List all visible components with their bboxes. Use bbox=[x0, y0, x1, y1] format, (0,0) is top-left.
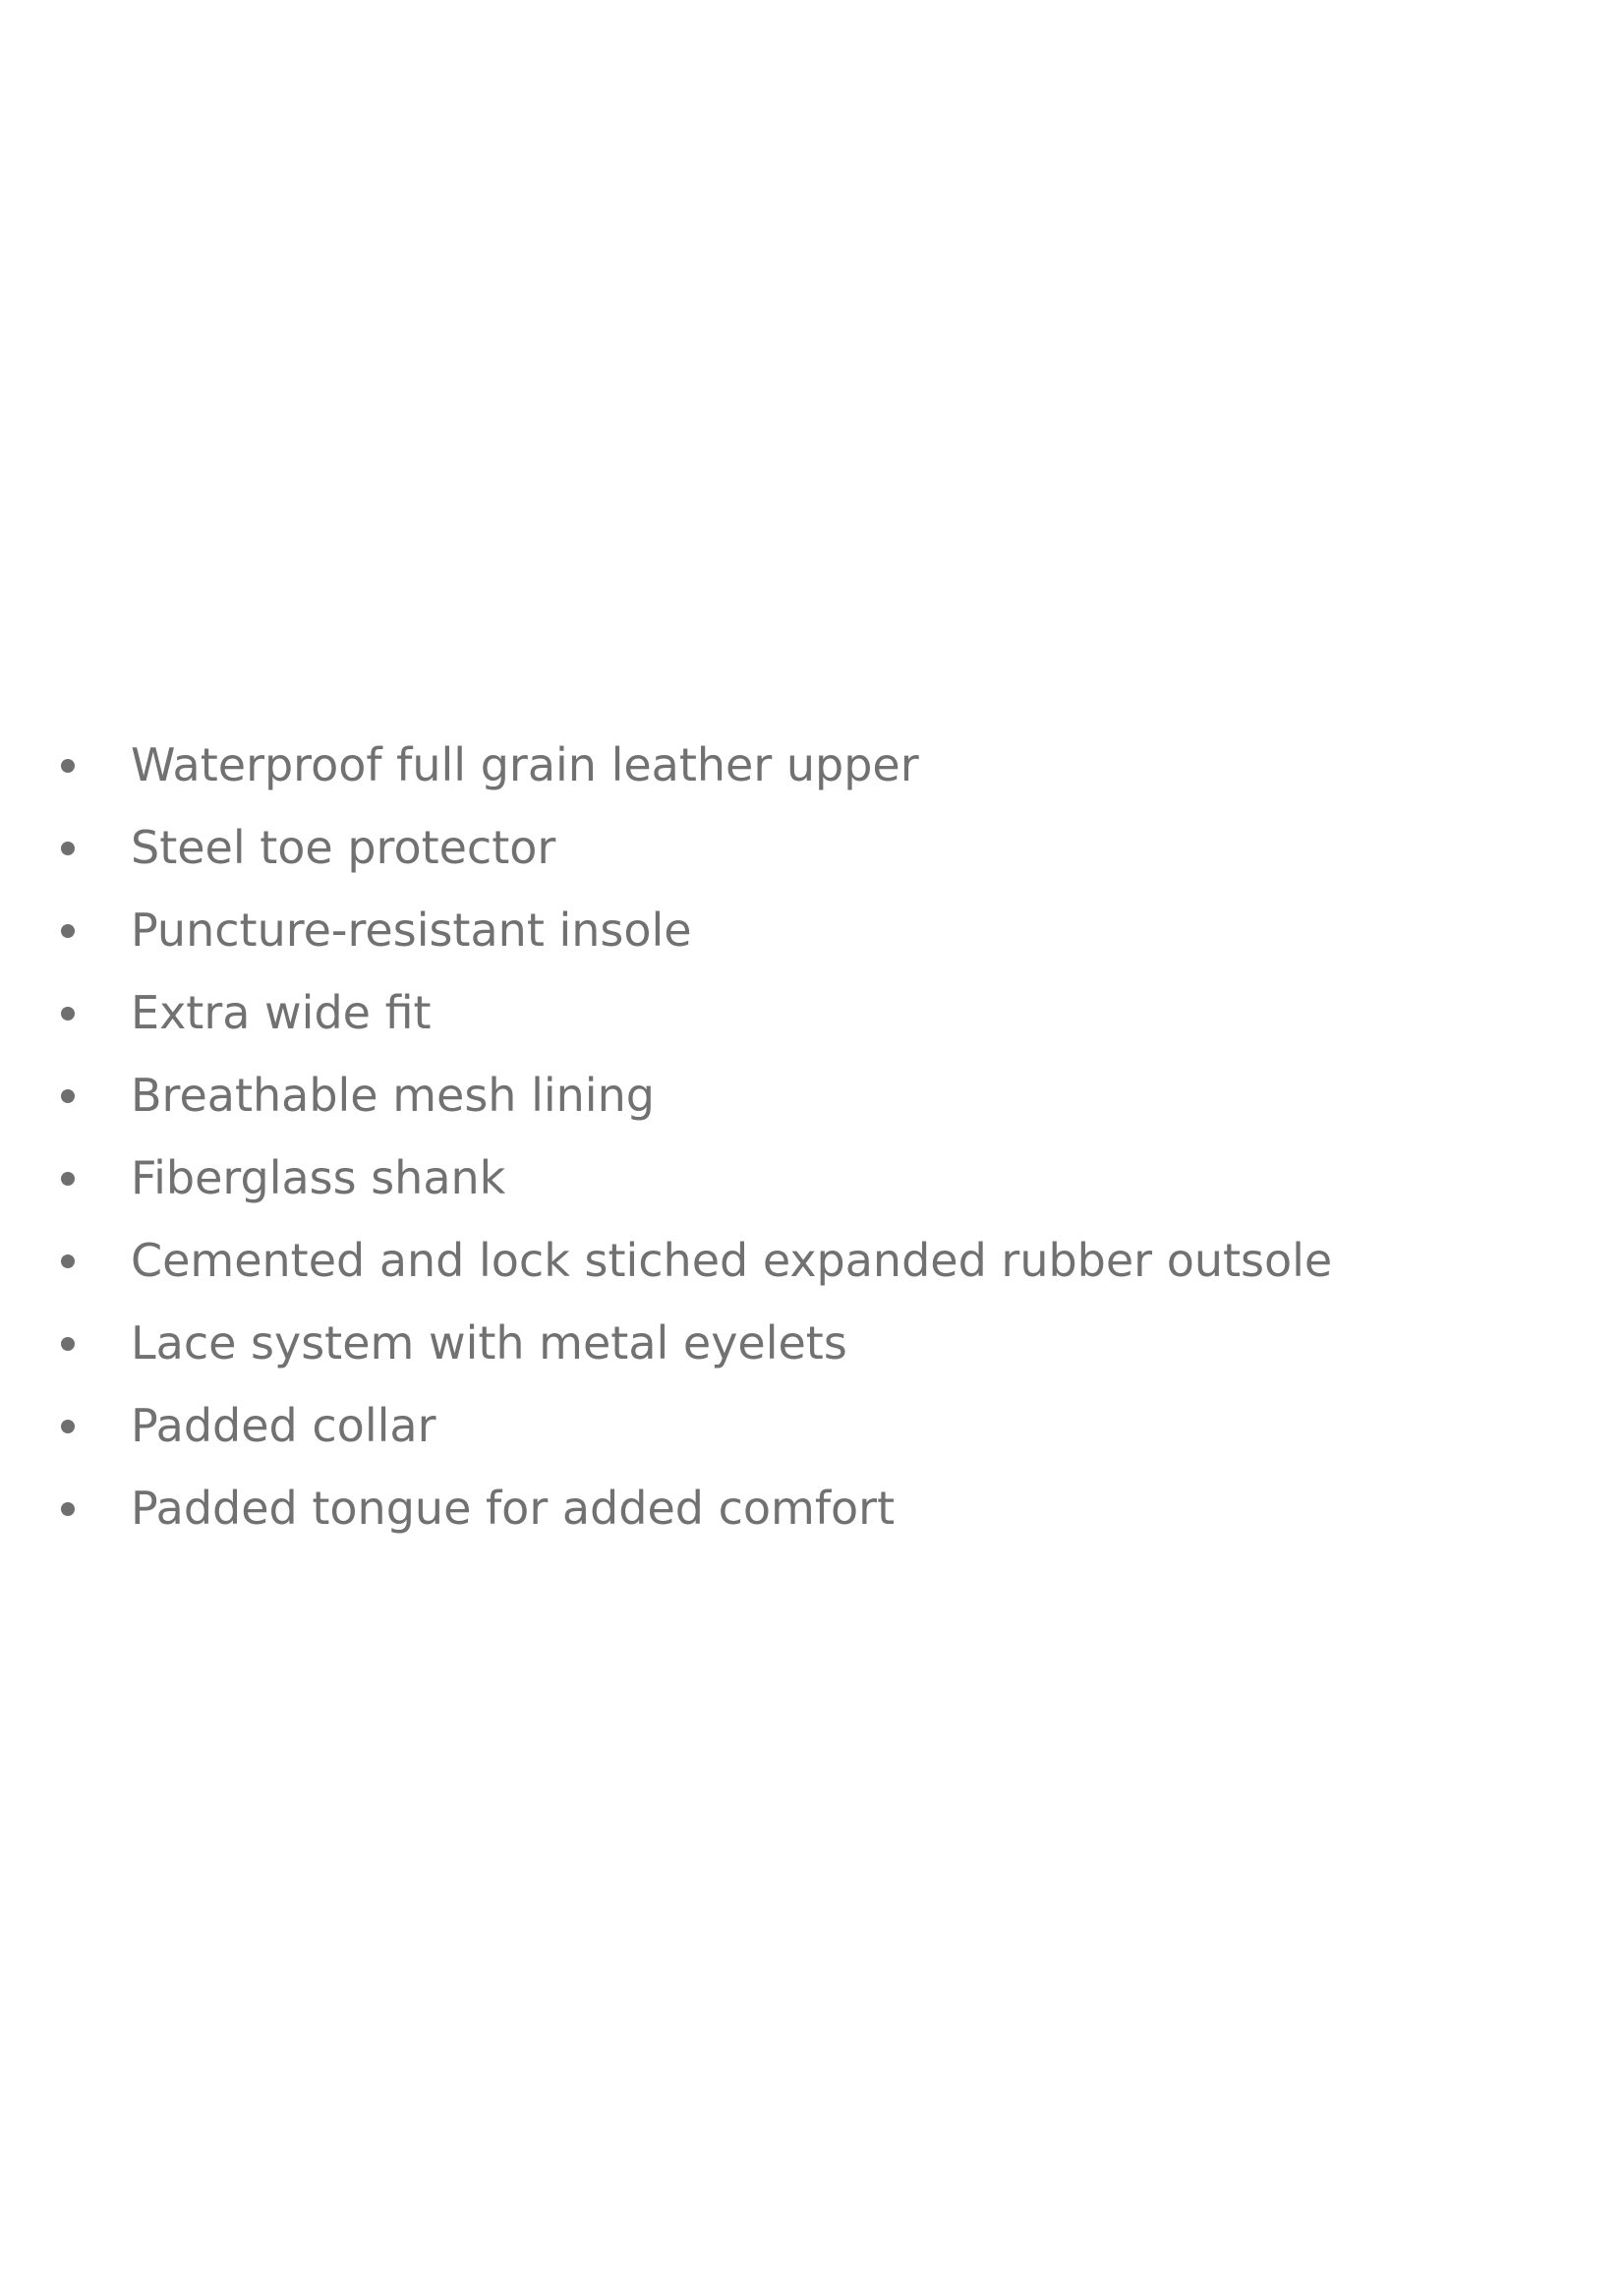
bullet-icon bbox=[61, 1254, 75, 1268]
feature-item bbox=[0, 1384, 1332, 1467]
feature-list bbox=[0, 724, 1332, 1549]
feature-text: Fiberglass shank bbox=[131, 1151, 506, 1204]
bullet-icon bbox=[61, 1007, 75, 1020]
bullet-icon bbox=[61, 1089, 75, 1103]
feature-item bbox=[0, 806, 1332, 889]
feature-text: Extra wide fit bbox=[131, 986, 432, 1039]
feature-item bbox=[0, 724, 1332, 806]
feature-text: Steel toe protector bbox=[131, 821, 556, 874]
feature-item bbox=[0, 889, 1332, 971]
feature-text: Breathable mesh lining bbox=[131, 1069, 655, 1122]
feature-text: Padded collar bbox=[131, 1399, 436, 1452]
bullet-icon bbox=[61, 1502, 75, 1516]
feature-item bbox=[0, 971, 1332, 1054]
feature-item bbox=[0, 1219, 1332, 1302]
bullet-icon bbox=[61, 842, 75, 855]
feature-item bbox=[0, 1467, 1332, 1549]
bullet-icon bbox=[61, 924, 75, 938]
feature-item bbox=[0, 1137, 1332, 1219]
bullet-icon bbox=[61, 1337, 75, 1351]
bullet-icon bbox=[61, 1420, 75, 1433]
feature-text: Waterproof full grain leather upper bbox=[131, 738, 919, 791]
feature-item bbox=[0, 1054, 1332, 1137]
bullet-icon bbox=[61, 1172, 75, 1186]
feature-item bbox=[0, 1302, 1332, 1384]
feature-text: Puncture-resistant insole bbox=[131, 904, 692, 957]
feature-text: Lace system with metal eyelets bbox=[131, 1316, 847, 1370]
feature-text: Padded tongue for added comfort bbox=[131, 1482, 896, 1535]
bullet-icon bbox=[61, 759, 75, 773]
feature-text: Cemented and lock stiched expanded rubber outsole bbox=[131, 1234, 1333, 1287]
